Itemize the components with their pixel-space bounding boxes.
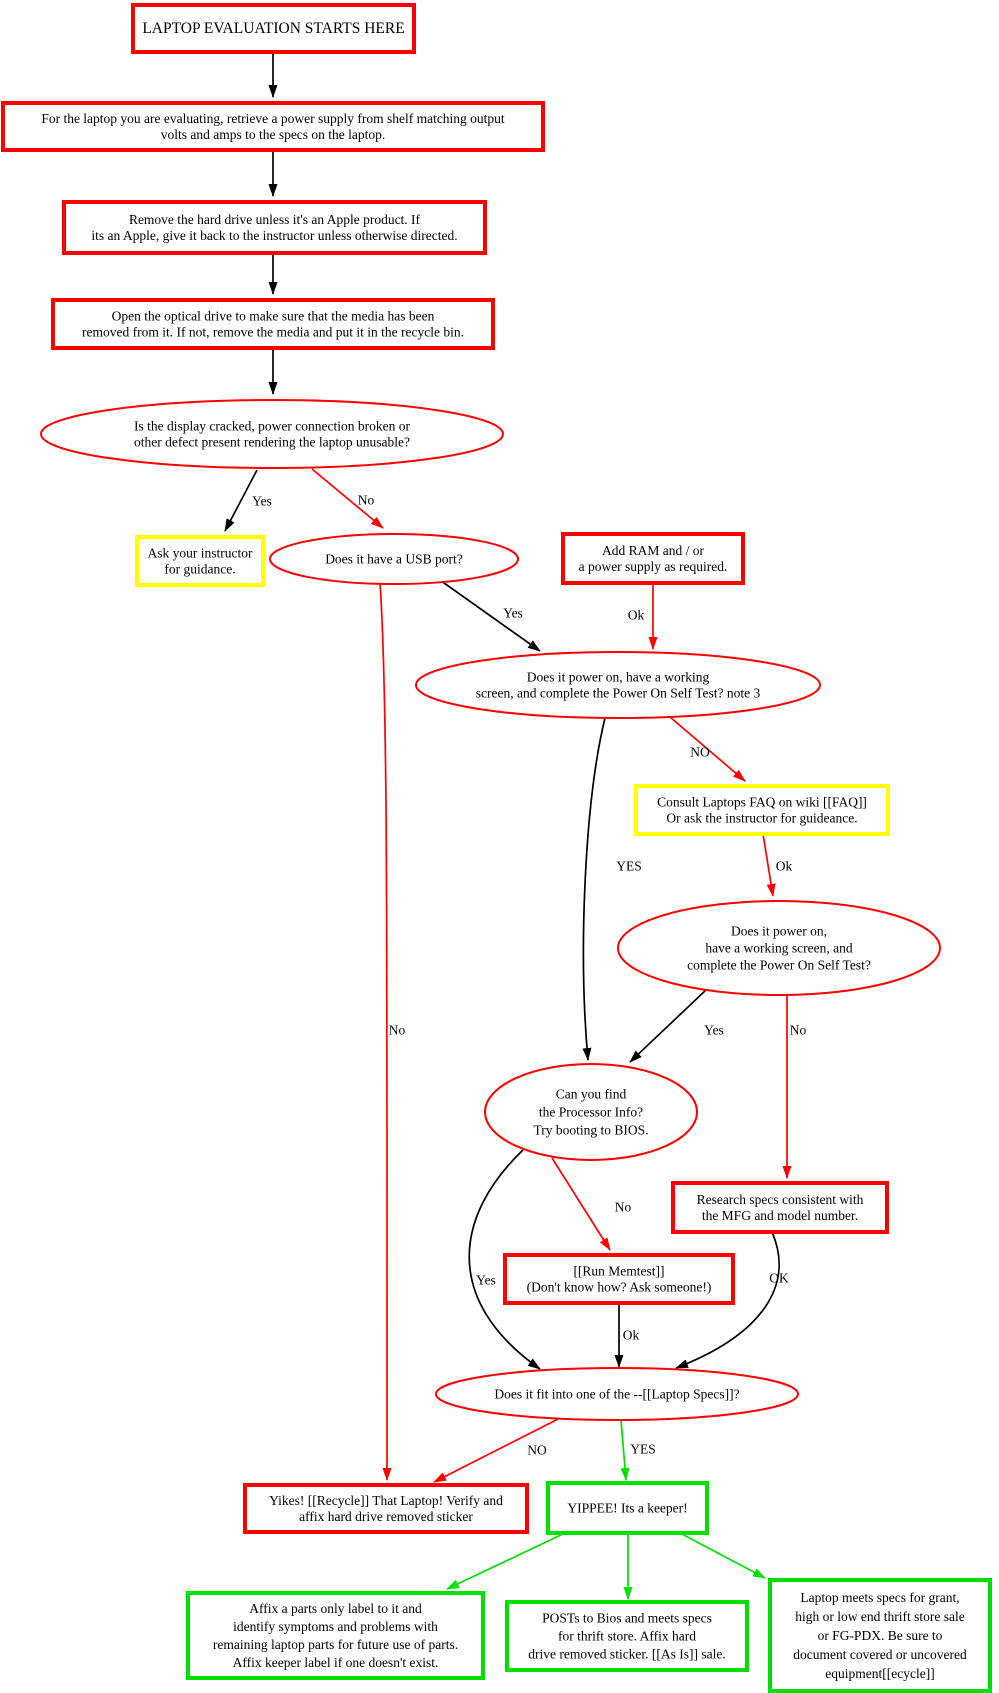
- edge-label-research-ok-specs: OK: [769, 1270, 789, 1286]
- node-parts-only-label-line-2: identify symptoms and problems with: [233, 1619, 438, 1634]
- nodes-layer: [3, 5, 990, 1691]
- edge-usb-yes-post1: [437, 578, 540, 651]
- node-add-ram: [563, 534, 743, 583]
- node-ask-instructor-line-2: for guidance.: [164, 561, 236, 577]
- node-run-memtest-line-2: (Don't know how? Ask someone!): [526, 1279, 712, 1295]
- edge-processor-no-memtest: [552, 1158, 610, 1250]
- node-processor-info-question-line-2: the Processor Info?: [538, 1104, 644, 1120]
- node-optical-drive-line-2: removed from it. If not, remove the media and put it in the recycle bin.: [81, 324, 465, 340]
- node-remove-hdd-line-1: Remove the hard drive unless it's an Apple product. If: [128, 212, 421, 227]
- node-thrift-store-post-line-3: drive removed sticker. [[As Is]] sale.: [528, 1646, 726, 1662]
- edge-label-addram-ok-post1: Ok: [627, 607, 645, 623]
- node-thrift-store-post-line-1: POSTs to Bios and meets specs: [542, 1610, 712, 1626]
- node-research-specs: [673, 1183, 887, 1232]
- edge-label-post2-yes-processor: Yes: [704, 1022, 724, 1038]
- edge-label-processor-yes-specs: Yes: [476, 1272, 496, 1288]
- edge-label-memtest-ok-specs: Ok: [622, 1327, 640, 1343]
- edge-label-usb-yes-post1: Yes: [503, 605, 523, 621]
- node-add-ram-line-2: a power supply as required.: [578, 559, 728, 574]
- node-optical-drive: [53, 300, 493, 348]
- edge-keeper-to-grant: [680, 1533, 765, 1578]
- node-recycle-laptop: [245, 1485, 527, 1532]
- edge-post2-yes-processor: [630, 990, 706, 1062]
- edge-label-specs-yes-keeper: YES: [630, 1441, 656, 1457]
- node-power-supply: [3, 103, 543, 150]
- node-post-test-question-2-line-1: Does it power on,: [731, 923, 827, 939]
- edge-label-faq-ok-post2: Ok: [775, 858, 793, 874]
- node-post-test-question-1: [416, 652, 820, 718]
- node-post-test-question-1-line-2: screen, and complete the Power On Self Test? note 3: [475, 685, 761, 701]
- node-research-specs-line-1: Research specs consistent with: [696, 1192, 864, 1207]
- node-consult-faq-line-1: Consult Laptops FAQ on wiki [[FAQ]]: [657, 794, 867, 810]
- node-keeper: [548, 1483, 707, 1533]
- edge-usb-no-recycle: [380, 583, 387, 1480]
- node-power-supply-line-2: volts and amps to the specs on the laptop.: [160, 127, 386, 142]
- node-parts-only-label: [188, 1593, 483, 1678]
- edge-label-specs-no-recycle: NO: [527, 1442, 547, 1458]
- node-grant-specs: [770, 1580, 990, 1691]
- node-processor-info-question-line-3: Try booting to BIOS.: [533, 1122, 649, 1138]
- node-thrift-store-post: [507, 1602, 747, 1670]
- node-usb-port-question-line-1: Does it have a USB port?: [325, 551, 463, 567]
- edge-post1-yes-processor: [583, 718, 605, 1060]
- node-post-test-question-2-line-3: complete the Power On Self Test?: [687, 957, 871, 973]
- node-recycle-laptop-line-2: affix hard drive removed sticker: [299, 1509, 473, 1524]
- node-processor-info-question-line-1: Can you find: [555, 1086, 627, 1102]
- node-remove-hdd-line-2: its an Apple, give it back to the instructor unless otherwise directed.: [91, 228, 458, 243]
- edge-keeper-to-parts: [447, 1533, 565, 1589]
- edge-specs-yes-keeper: [621, 1420, 626, 1480]
- node-consult-faq-line-2: Or ask the instructor for guideance.: [666, 810, 858, 826]
- node-keeper-line-1: YIPPEE! Its a keeper!: [567, 1500, 688, 1516]
- node-start-line-1: LAPTOP EVALUATION STARTS HERE: [142, 20, 405, 37]
- node-grant-specs-line-1: Laptop meets specs for grant,: [800, 1590, 960, 1605]
- node-display-defect-question-line-2: other defect present rendering the laptop unusable?: [134, 434, 410, 450]
- node-consult-faq: [636, 786, 888, 834]
- edge-label-display-yes-ask-instructor: Yes: [252, 493, 272, 509]
- node-remove-hdd: [64, 202, 485, 253]
- node-ask-instructor: [137, 537, 263, 585]
- edge-label-processor-no-memtest: No: [614, 1199, 632, 1215]
- node-recycle-laptop-line-1: Yikes! [[Recycle]] That Laptop! Verify and: [269, 1493, 503, 1508]
- node-laptop-specs-question: [436, 1368, 798, 1420]
- edge-label-display-no-usb: No: [357, 492, 375, 508]
- node-run-memtest: [505, 1255, 733, 1303]
- node-grant-specs-line-2: high or low end thrift store sale: [795, 1609, 965, 1624]
- node-parts-only-label-line-1: Affix a parts only label to it and: [249, 1601, 422, 1616]
- node-display-defect-question-line-1: Is the display cracked, power connection broken or: [134, 418, 410, 434]
- node-power-supply-line-1: For the laptop you are evaluating, retrieve a power supply from shelf matching output: [41, 111, 505, 126]
- node-run-memtest-line-1: [[Run Memtest]]: [573, 1263, 665, 1279]
- node-laptop-specs-question-line-1: Does it fit into one of the --[[Laptop Specs]]?: [494, 1386, 740, 1402]
- node-parts-only-label-line-3: remaining laptop parts for future use of parts.: [212, 1637, 459, 1652]
- node-post-test-question-2-line-2: have a working screen, and: [705, 940, 853, 956]
- node-post-test-question-2: [618, 901, 940, 995]
- node-display-defect-question: [41, 400, 503, 468]
- edge-label-post2-no-research: No: [789, 1022, 807, 1038]
- node-usb-port-question: [270, 534, 518, 584]
- node-grant-specs-line-5: equipment[[ecycle]]: [825, 1666, 935, 1681]
- node-grant-specs-line-3: or FG-PDX. Be sure to: [817, 1628, 943, 1643]
- edge-label-usb-no-recycle: No: [388, 1022, 406, 1038]
- edge-label-post1-yes-processor: YES: [616, 858, 642, 874]
- edge-label-post1-no-faq: NO: [690, 744, 710, 760]
- node-parts-only-label-line-4: Affix keeper label if one doesn't exist.: [232, 1655, 439, 1670]
- edge-faq-ok-post2: [763, 834, 773, 896]
- node-grant-specs-line-4: document covered or uncovered: [793, 1647, 967, 1662]
- node-optical-drive-line-1: Open the optical drive to make sure that the media has been: [111, 308, 435, 324]
- node-ask-instructor-line-1: Ask your instructor: [147, 545, 253, 561]
- node-start: [133, 5, 414, 52]
- node-thrift-store-post-line-2: for thrift store. Affix hard: [557, 1628, 697, 1644]
- node-add-ram-line-1: Add RAM and / or: [602, 543, 704, 558]
- node-processor-info-question: [485, 1064, 697, 1160]
- node-research-specs-line-2: the MFG and model number.: [701, 1208, 859, 1223]
- node-post-test-question-1-line-1: Does it power on, have a working: [526, 669, 710, 685]
